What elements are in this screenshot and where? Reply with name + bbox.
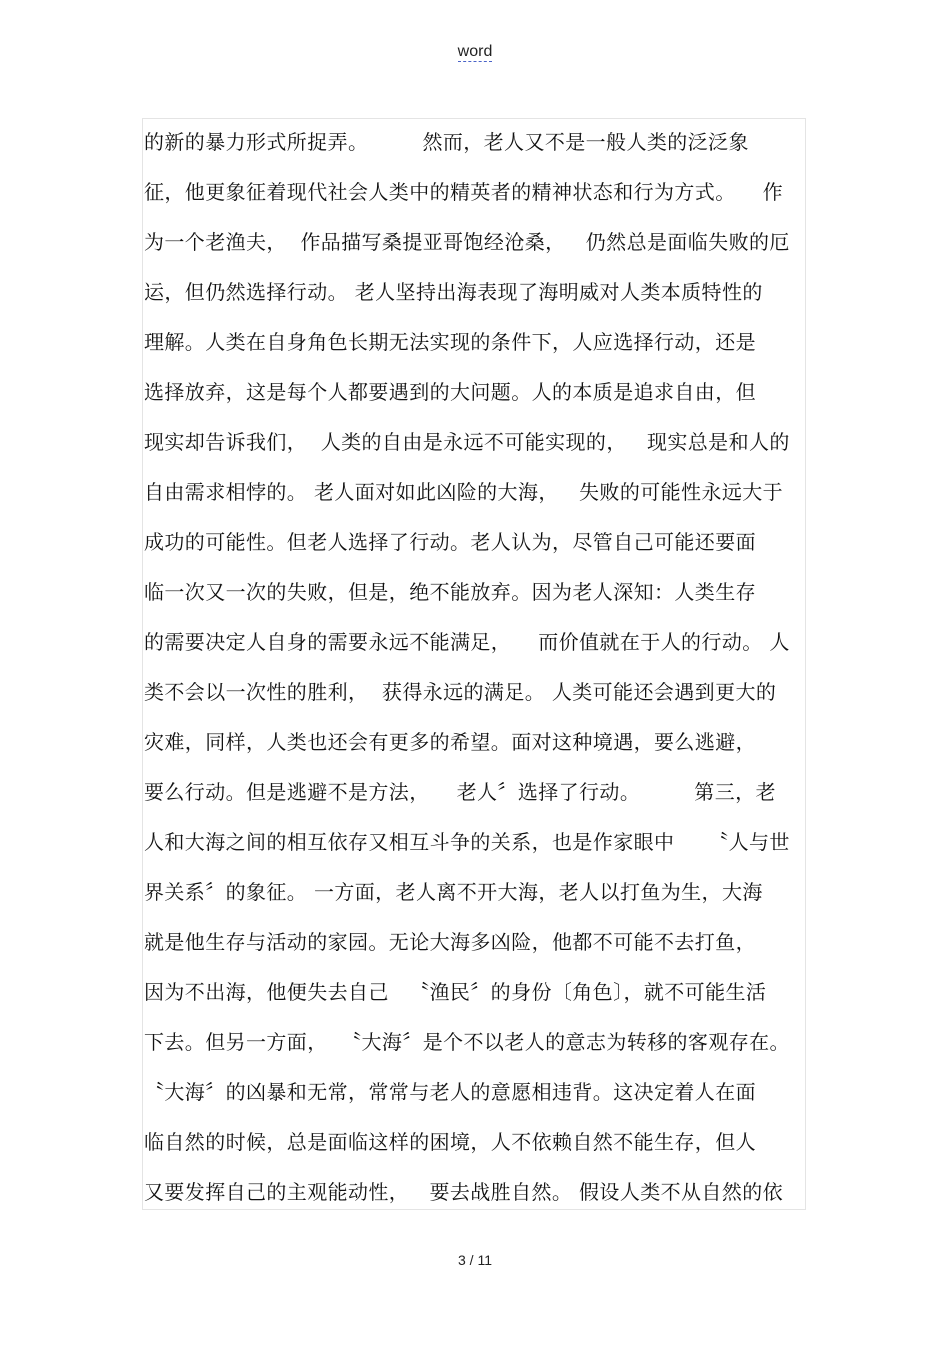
text-line: 又要发挥自己的主观能动性， 要去战胜自然。 假设人类不从自然的依 <box>144 1180 784 1204</box>
text-line: 成功的可能性。但老人选择了行动。老人认为，尽管自己可能还要面 <box>144 530 756 554</box>
text-line: 的需要决定人自身的需要永远不能满足， 而价值就在于人的行动。 人 <box>144 630 790 654</box>
text-line: 就是他生存与活动的家园。无论大海多凶险，他都不可能不去打鱼， <box>144 930 756 954</box>
text-line: 运，但仍然选择行动。 老人坚持出海表现了海明威对人类本质特性的 <box>144 280 763 304</box>
text-line: 因为不出海，他便失去自己 〝渔民〞的身份〔角色〕，就不可能生活 <box>144 980 767 1004</box>
text-line: 自由需求相悖的。 老人面对如此凶险的大海， 失败的可能性永远大于 <box>144 480 784 504</box>
text-line: 〝大海〞的凶暴和无常，常常与老人的意愿相违背。这决定着人在面 <box>144 1080 756 1104</box>
header-title: word <box>457 43 493 60</box>
text-line: 灾难，同样，人类也还会有更多的希望。面对这种境遇，要么逃避， <box>144 730 756 754</box>
text-line: 为一个老渔夫， 作品描写桑提亚哥饱经沧桑， 仍然总是面临失败的厄 <box>144 230 790 254</box>
text-line: 现实却告诉我们， 人类的自由是永远不可能实现的， 现实总是和人的 <box>144 430 790 454</box>
text-line: 下去。但另一方面， 〝大海〞是个不以老人的意志为转移的客观存在。 <box>144 1030 790 1054</box>
document-body <box>144 125 804 1225</box>
text-line: 临一次又一次的失败，但是，绝不能放弃。因为老人深知：人类生存 <box>144 580 756 604</box>
page-footer <box>0 1252 950 1268</box>
text-line: 要么行动。但是逃避不是方法， 老人〞选择了行动。 第三，老 <box>144 780 776 804</box>
text-line: 临自然的时候，总是面临这样的困境，人不依赖自然不能生存，但人 <box>144 1130 756 1154</box>
text-line: 理解。人类在自身角色长期无法实现的条件下，人应选择行动，还是 <box>144 330 756 354</box>
text-line: 征，他更象征着现代社会人类中的精英者的精神状态和行为方式。 作 <box>144 180 784 204</box>
page-number: 3 / 11 <box>458 1252 492 1268</box>
text-line: 界关系〞的象征。 一方面，老人离不开大海，老人以打鱼为生，大海 <box>144 880 763 904</box>
text-line: 选择放弃，这是每个人都要遇到的大问题。人的本质是追求自由，但 <box>144 380 756 404</box>
page-header <box>0 43 950 61</box>
text-line: 人和大海之间的相互依存又相互斗争的关系，也是作家眼中 〝人与世 <box>144 830 790 854</box>
text-line: 类不会以一次性的胜利， 获得永远的满足。 人类可能还会遇到更大的 <box>144 680 777 704</box>
text-line: 的新的暴力形式所捉弄。 然而，老人又不是一般人类的泛泛象 <box>144 130 749 154</box>
